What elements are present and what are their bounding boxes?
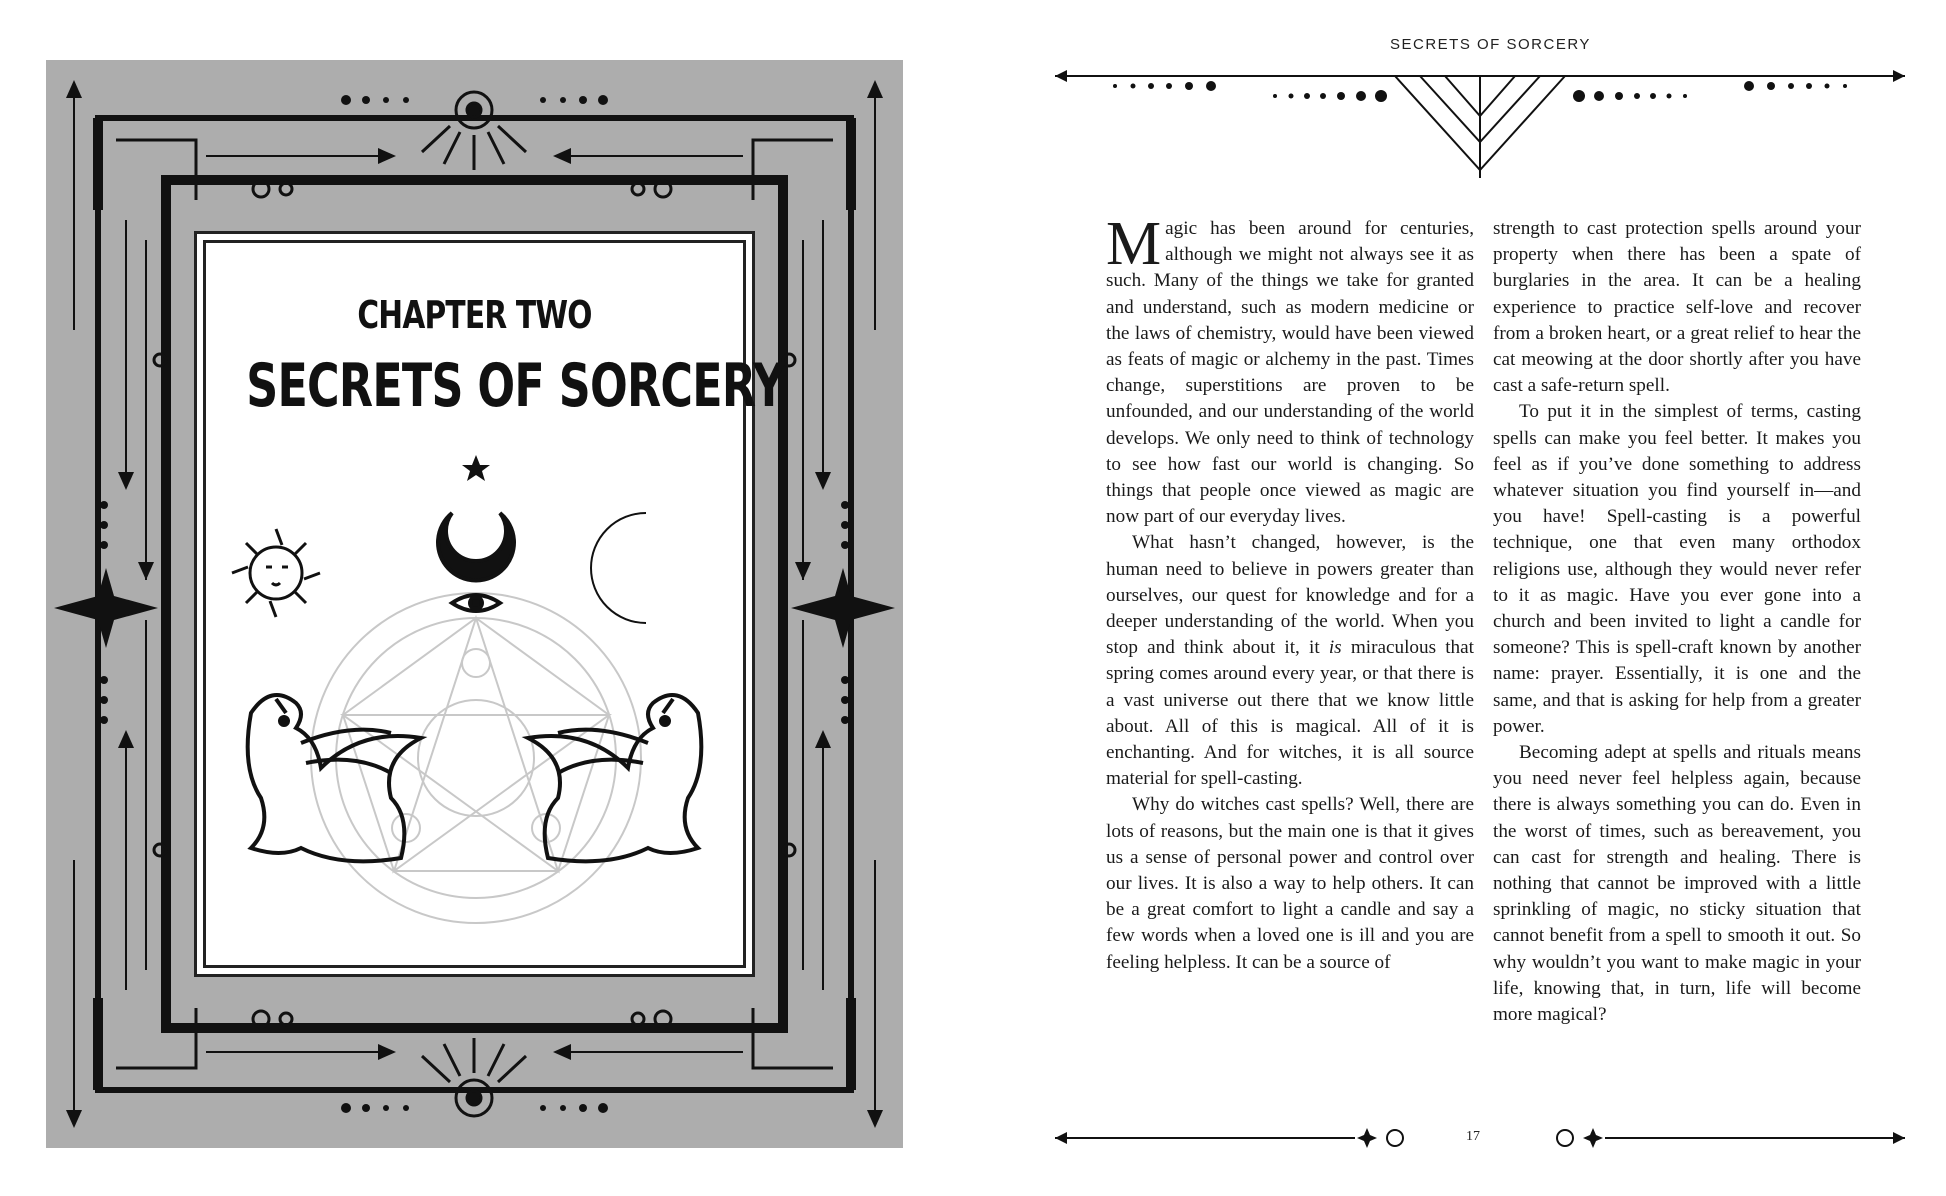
emphasis: is <box>1328 637 1342 659</box>
paragraph <box>1106 530 1474 792</box>
paragraph: Becoming adept at spells and rituals means you need never feel helpless again, because there is always something you can do. Even in the worst of times, such as bereavement, you can cast for strength and healing. There is nothing that cannot be improved with a little sprinkling of magic, no sticky situation that cannot benefit from a spell to smooth it out. So why wouldn’t you want to make magic in your life, knowing that, in turn, life will become more magical? <box>1493 742 1861 1026</box>
crescent-moon-face-icon <box>591 513 646 623</box>
paragraph <box>1106 210 1474 530</box>
page-number: 17 <box>1466 1129 1480 1144</box>
paragraph-text: What hasn’t changed, however, is the human need to believe in powers greater than ourselves, our quest for knowledge and for a deeper understanding of the world. When you stop and think about it, it <box>1106 532 1474 659</box>
drop-cap: M <box>1106 210 1162 278</box>
paragraph-text: agic has been around for centuries, although we might not always see it as such. Many of the things we take for granted and understand, such as modern medicine or the laws of chemistry, would have been viewed as feats of magic or alchemy in the past. Times change, superstitions are proven to be unfounded, and our understanding of the world develops. We only need to think of technology to see how fast our world is changing. So things that people once viewed as magic are now part of our everyday lives. <box>1106 218 1474 528</box>
paragraph: strength to cast protection spells around your property when there has been a spate of burglaries in the area. It can be a healing experience to practice self-love and recover from a broken heart, or a great relief to hear the cat meowing at the door shortly after you have cast a safe-return spell. <box>1493 218 1861 397</box>
header-ornament <box>1055 60 1905 180</box>
body-column-2 <box>1493 216 1861 1028</box>
chapter-label: CHAPTER TWO <box>357 293 592 337</box>
sun-face-icon <box>232 529 320 617</box>
running-head: SECRETS OF SORCERY <box>1390 36 1591 53</box>
sorcery-illustration <box>206 243 785 965</box>
alchemy-circle-icon <box>311 593 641 923</box>
chapter-opener-page <box>46 60 903 1148</box>
chapter-title-panel <box>206 243 785 965</box>
chapter-title: SECRETS OF SORCERY <box>246 351 785 421</box>
footer-ornament <box>1055 1120 1905 1160</box>
paragraph: Why do witches cast spells? Well, there are lots of reasons, but the main one is that it gives us a sense of personal power and control over our lives. It is also a way to help others. It can be a great comfort to light a candle and say a few words when a loved one is ill and you are feeling helpless. It can be a source of <box>1106 794 1474 973</box>
body-column-1 <box>1106 210 1475 976</box>
crescent-moon-eye-icon <box>438 455 514 611</box>
paragraph-text: miraculous that spring comes around every year, or that there is a vast universe out there that we know little about. All of this is magical. All of it is enchanting. And for witches, it is all source material for spell-casting. <box>1106 637 1475 790</box>
paragraph: To put it in the simplest of terms, casting spells can make you feel better. It makes you feel as if you’ve done something to address whatever situation you find yourself in—and you have! Spell-casting is a powerful technique, one that even many orthodox religions use, although they would never refer to it as magic. Have you ever gone into a church and been invited to light a candle for someone? This is spell-craft known by another name: prayer. Essentially, it is one and the same, and that is asking for help from a greater power. <box>1493 401 1861 737</box>
